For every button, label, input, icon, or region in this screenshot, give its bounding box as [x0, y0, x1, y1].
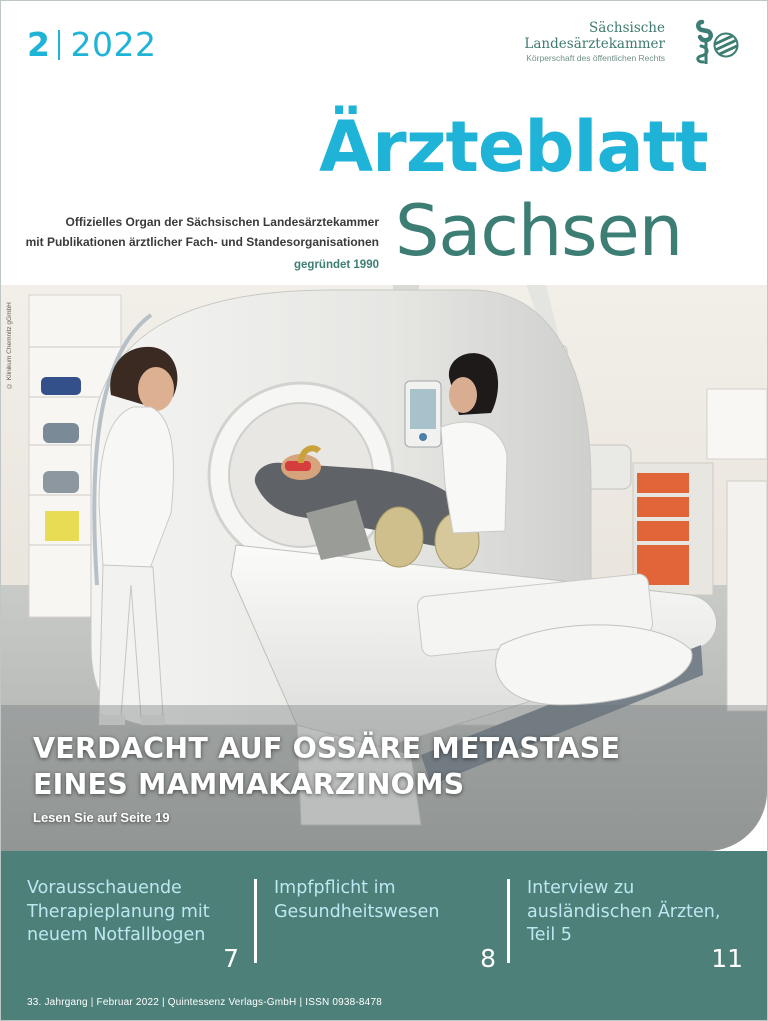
- teaser-1[interactable]: [27, 877, 239, 973]
- teaser-1-line1: Vorausschauende: [27, 878, 182, 898]
- masthead-subtitle: [26, 212, 379, 252]
- teaser-1-line2: Therapieplanung mit: [27, 901, 210, 922]
- issue-year: 2022: [70, 25, 157, 64]
- teaser-1-line3: neuem Notfallbogen: [27, 925, 206, 945]
- teaser-3-line2: ausländischen Ärzten,: [527, 901, 721, 922]
- subtitle-line1: Offizielles Organ der Sächsischen Landesärztekammer: [65, 215, 379, 229]
- publisher-block: [524, 18, 739, 74]
- read-more-link[interactable]: Lesen Sie auf Seite 19: [33, 810, 170, 825]
- teaser-3-line3: Teil 5: [527, 925, 572, 945]
- masthead-title-line1: Ärzteblatt: [319, 106, 708, 188]
- teaser-2-line2: Gesundheitswesen: [274, 901, 440, 922]
- teaser-2-line1: Impfpflicht im: [274, 878, 396, 898]
- publisher-name: [524, 20, 665, 65]
- teaser-divider-1: [254, 879, 257, 963]
- teaser-divider-2: [507, 879, 510, 963]
- publisher-line3: Körperschaft des öffentlichen Rechts: [526, 53, 665, 63]
- publisher-line1: Sächsische: [589, 20, 665, 36]
- teaser-2-page: 8: [480, 944, 496, 973]
- headline-line2: EINES MAMMAKARZINOMS: [33, 768, 465, 801]
- founded-label: gegründet 1990: [294, 259, 379, 271]
- issue-label: [27, 25, 156, 64]
- teaser-1-page: 7: [223, 944, 239, 973]
- cover-headline: [33, 731, 620, 803]
- aesculapian-logo-icon: [695, 18, 739, 68]
- masthead-title-line2: Sachsen: [395, 190, 683, 272]
- issue-number: 2: [27, 25, 51, 64]
- teaser-3-page: 11: [711, 944, 743, 973]
- headline-line1: VERDACHT AUF OSSÄRE METASTASE: [33, 732, 621, 765]
- subtitle-line2: mit Publikationen ärztlicher Fach- und Standesorganisationen: [25, 235, 379, 249]
- photo-credit: © Klinikum Chemnitz gGmbH: [6, 302, 13, 389]
- teaser-2[interactable]: [274, 877, 496, 973]
- imprint-line: 33. Jahrgang | Februar 2022 | Quintessenz Verlags-GmbH | ISSN 0938-8478: [27, 997, 382, 1008]
- teaser-footer: [1, 851, 767, 1020]
- publisher-line2: Landesärztekammer: [524, 36, 665, 52]
- issue-separator: [58, 30, 60, 60]
- teaser-3[interactable]: [527, 877, 743, 973]
- teaser-3-line1: Interview zu: [527, 878, 635, 898]
